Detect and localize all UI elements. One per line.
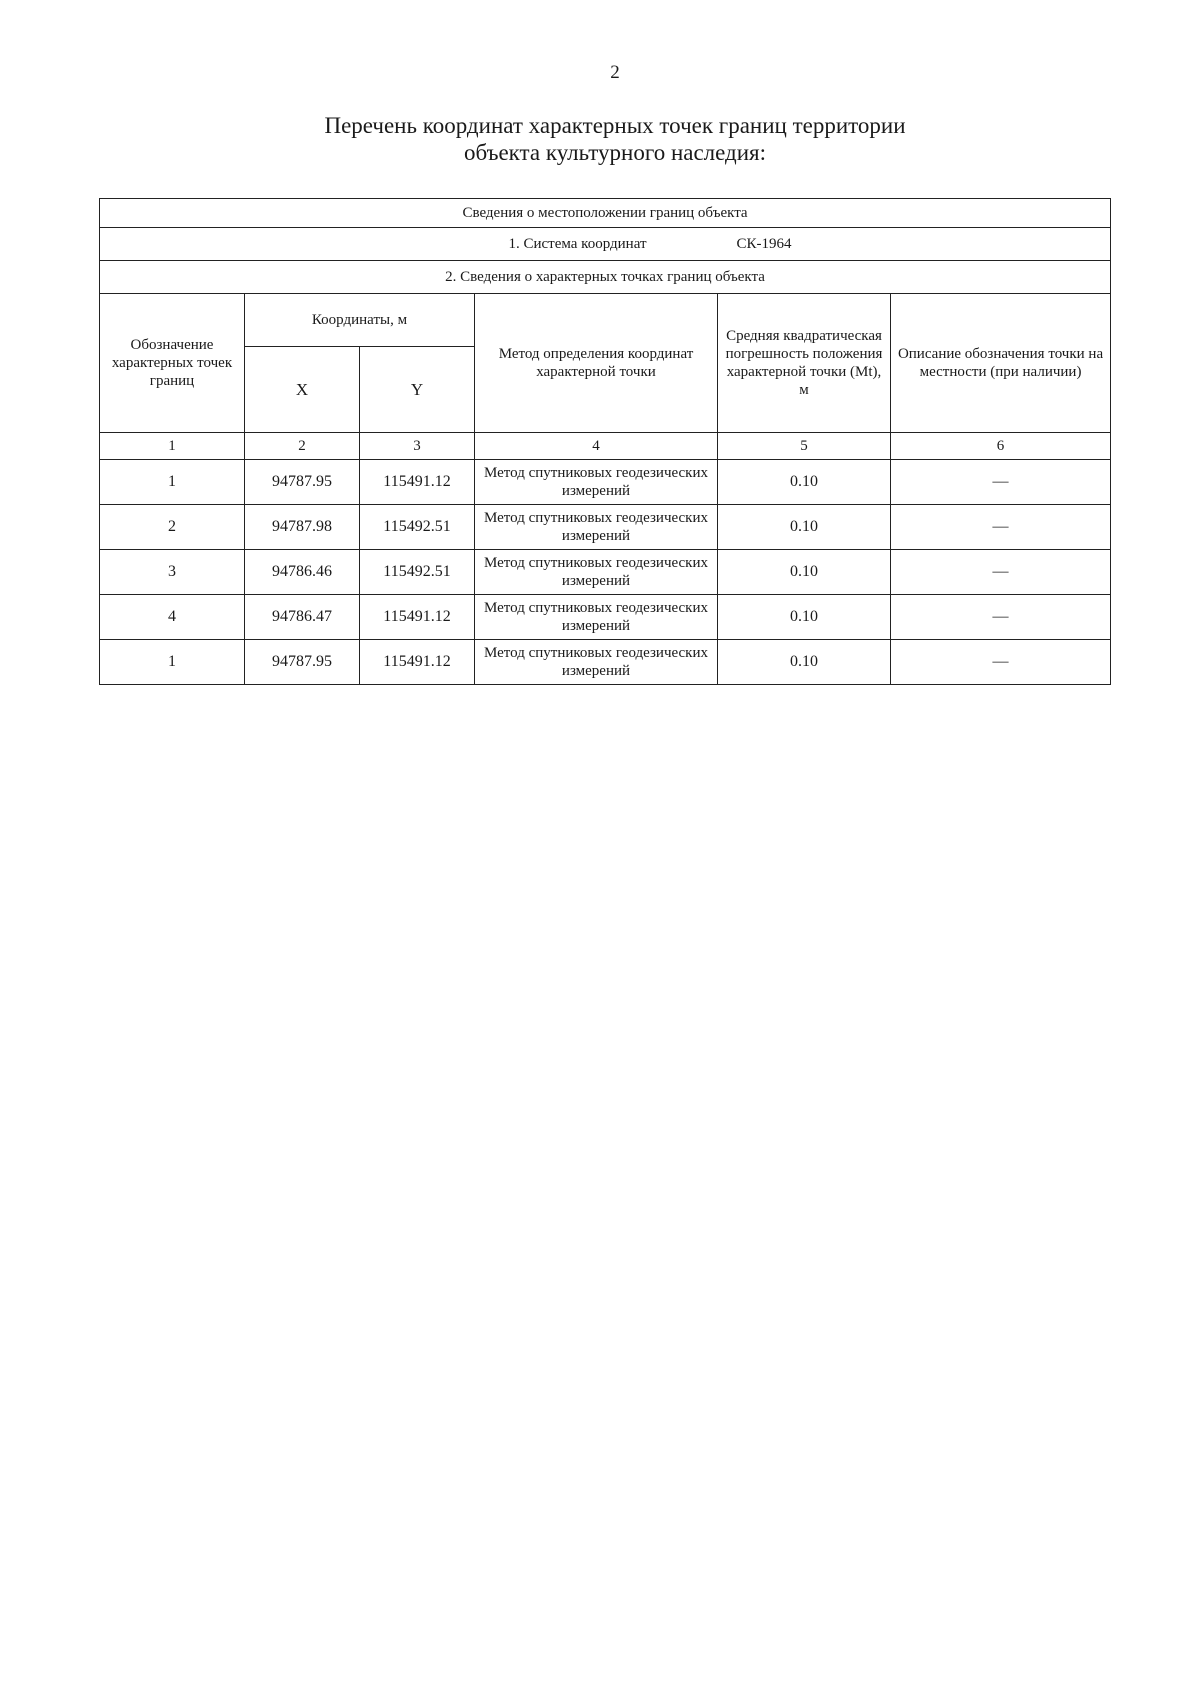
document-title-line-2: объекта культурного наследия: xyxy=(463,140,767,165)
y-coordinate: 115492.51 xyxy=(360,550,475,595)
error-cell: 0.10 xyxy=(718,640,891,685)
x-coordinate: 94786.46 xyxy=(245,550,360,595)
column-number: 1 xyxy=(100,433,245,460)
column-header-x: X xyxy=(245,347,360,433)
table-row xyxy=(100,460,1111,505)
description-cell: — xyxy=(891,550,1111,595)
coordinate-system-value: СК-1964 xyxy=(736,236,792,252)
error-cell: 0.10 xyxy=(718,550,891,595)
column-header-description: Описание обозначения точки на местности (при наличии) xyxy=(891,294,1111,433)
column-header-designation: Обозначение характерных точек границ xyxy=(100,294,245,433)
table-row xyxy=(100,595,1111,640)
point-number: 1 xyxy=(100,460,245,505)
column-header-method: Метод определения координат характерной точки xyxy=(475,294,718,433)
error-cell: 0.10 xyxy=(718,595,891,640)
x-coordinate: 94787.98 xyxy=(245,505,360,550)
error-cell: 0.10 xyxy=(718,505,891,550)
y-coordinate: 115491.12 xyxy=(360,640,475,685)
section-header: Сведения о местоположении границ объекта xyxy=(100,199,1111,228)
y-coordinate: 115492.51 xyxy=(360,505,475,550)
table-row xyxy=(100,550,1111,595)
table-row xyxy=(100,640,1111,685)
column-header-coordinates: Координаты, м xyxy=(245,294,475,347)
description-cell: — xyxy=(891,595,1111,640)
x-coordinate: 94787.95 xyxy=(245,640,360,685)
coordinates-table xyxy=(99,198,1111,685)
y-coordinate: 115491.12 xyxy=(360,595,475,640)
x-coordinate: 94787.95 xyxy=(245,460,360,505)
page-number: 2 xyxy=(610,62,620,83)
points-subheader: 2. Сведения о характерных точках границ объекта xyxy=(100,261,1111,294)
point-number: 4 xyxy=(100,595,245,640)
document-title-line-1: Перечень координат характерных точек границ территории xyxy=(324,113,906,138)
table-row xyxy=(100,505,1111,550)
point-number: 1 xyxy=(100,640,245,685)
column-number: 6 xyxy=(891,433,1111,460)
method-cell: Метод спутниковых геодезических измерений xyxy=(475,460,718,505)
column-header-y: Y xyxy=(360,347,475,433)
column-header-error: Средняя квадратическая погрешность положения характерной точки (Mt), м xyxy=(718,294,891,433)
point-number: 3 xyxy=(100,550,245,595)
point-number: 2 xyxy=(100,505,245,550)
coordinate-system-label: 1. Система координат xyxy=(508,236,647,252)
column-number: 3 xyxy=(360,433,475,460)
column-number-row xyxy=(100,433,1111,460)
method-cell: Метод спутниковых геодезических измерений xyxy=(475,640,718,685)
description-cell: — xyxy=(891,640,1111,685)
coordinate-system-row xyxy=(100,228,1111,261)
y-coordinate: 115491.12 xyxy=(360,460,475,505)
description-cell: — xyxy=(891,460,1111,505)
x-coordinate: 94786.47 xyxy=(245,595,360,640)
method-cell: Метод спутниковых геодезических измерений xyxy=(475,595,718,640)
error-cell: 0.10 xyxy=(718,460,891,505)
document-title xyxy=(0,112,1200,166)
description-cell: — xyxy=(891,505,1111,550)
column-number: 2 xyxy=(245,433,360,460)
column-number: 4 xyxy=(475,433,718,460)
column-number: 5 xyxy=(718,433,891,460)
method-cell: Метод спутниковых геодезических измерений xyxy=(475,550,718,595)
method-cell: Метод спутниковых геодезических измерений xyxy=(475,505,718,550)
